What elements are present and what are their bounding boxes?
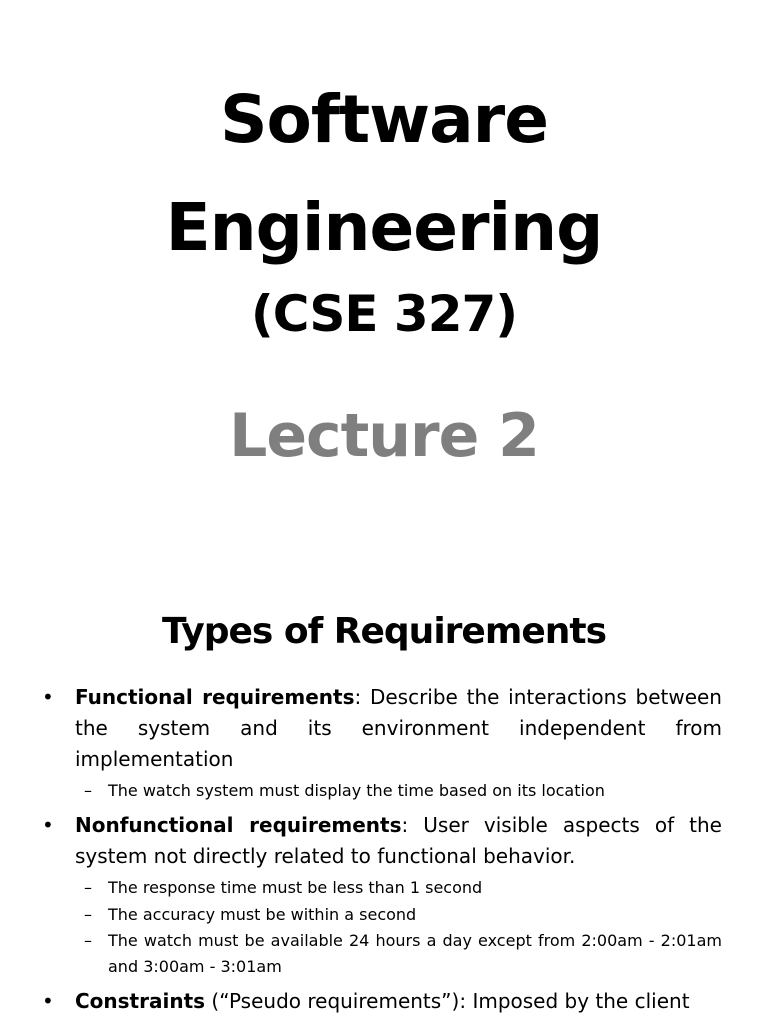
bullet-text: : Describe the interactions between the system and its environment independent from implementation — [75, 685, 722, 771]
sub-item-text: The accuracy must be within a second — [108, 905, 417, 924]
sub-item — [40, 901, 722, 928]
lecture-label: Lecture 2 — [229, 401, 539, 471]
bullet-icon: • — [42, 685, 54, 709]
dash-icon: – — [84, 781, 92, 800]
requirements-list — [40, 682, 722, 1017]
sub-item — [40, 874, 722, 901]
sub-list-nonfunctional — [40, 874, 722, 980]
dash-icon: – — [84, 878, 92, 897]
bullet-term: Functional requirements — [75, 685, 355, 709]
sub-item-text: The response time must be less than 1 second — [108, 878, 483, 897]
list-item-constraints — [40, 986, 722, 1017]
sub-list-functional — [40, 777, 722, 804]
bullet-term: Constraints — [75, 989, 206, 1013]
sub-item-text: The watch must be available 24 hours a day except from 2:00am - 2:01am and 3:00am - 3:01am — [108, 931, 722, 976]
bullet-icon: • — [42, 989, 54, 1013]
sub-item — [40, 777, 722, 804]
dash-icon: – — [84, 905, 92, 924]
dash-icon: – — [84, 931, 92, 950]
title-line-1: Software — [220, 81, 548, 158]
list-item-functional — [40, 682, 722, 775]
course-code: (CSE 327) — [250, 285, 518, 343]
bullet-text: : User visible aspects of the system not directly related to functional behavior. — [75, 813, 722, 868]
bullet-term: Nonfunctional requirements — [75, 813, 402, 837]
title-line-2: Engineering — [165, 189, 603, 266]
sub-item-text: The watch system must display the time based on its location — [108, 781, 605, 800]
list-item-nonfunctional — [40, 810, 722, 872]
sub-item — [40, 928, 722, 980]
slide-heading: Types of Requirements — [161, 611, 607, 652]
bullet-text: (“Pseudo requirements”): Imposed by the client — [205, 989, 690, 1013]
bullet-icon: • — [42, 813, 54, 837]
